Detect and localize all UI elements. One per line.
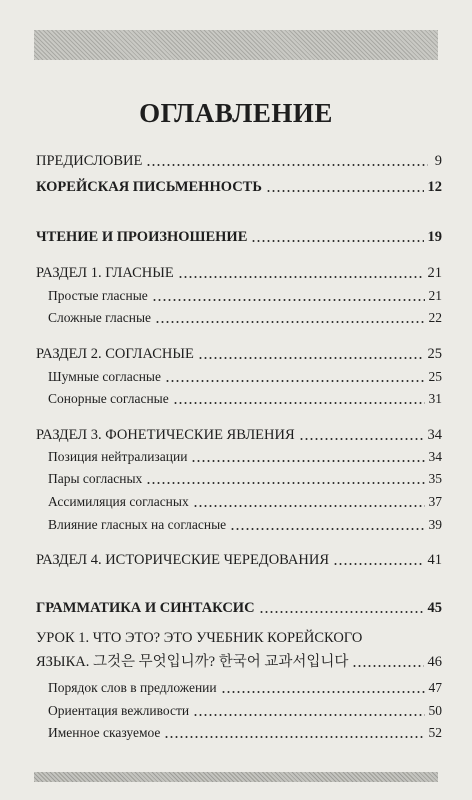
- toc-entry-title: Влияние гласных на согласные: [48, 517, 227, 532]
- toc-entry-page: 31: [428, 391, 442, 406]
- toc-entry-page: 39: [428, 517, 442, 532]
- dot-leader: [299, 438, 424, 440]
- toc-entry-title: КОРЕЙСКАЯ ПИСЬМЕННОСТЬ: [36, 179, 262, 195]
- dot-leader: [193, 714, 424, 716]
- toc-entry-section-2[interactable]: [36, 343, 442, 363]
- toc-entry-title: Сонорные согласные: [48, 391, 169, 406]
- toc-entry-title: РАЗДЕЛ 4. ИСТОРИЧЕСКИЕ ЧЕРЕДОВАНИЯ: [36, 552, 330, 568]
- toc-entry-title: Ассимиляция согласных: [48, 494, 189, 509]
- toc-entry-page: 21: [428, 288, 442, 303]
- toc-entry-noisy-consonants[interactable]: [48, 366, 442, 386]
- toc-entry-sonorant-consonants[interactable]: [48, 388, 442, 408]
- toc-entry-title: РАЗДЕЛ 1. ГЛАСНЫЕ: [36, 265, 174, 281]
- toc-entry-title: ГРАММАТИКА И СИНТАКСИС: [36, 600, 255, 616]
- dot-leader: [259, 611, 424, 613]
- toc-entry-consonant-pairs[interactable]: [48, 468, 442, 488]
- dot-leader: [164, 736, 424, 738]
- toc-entry-title: Пары согласных: [48, 471, 143, 486]
- toc-entry-title: Простые гласные: [48, 288, 148, 303]
- toc-entry-section-1[interactable]: [36, 262, 442, 282]
- toc-entry-complex-vowels[interactable]: [48, 307, 442, 327]
- toc-entry-vowel-influence[interactable]: [48, 514, 442, 534]
- dot-leader: [152, 299, 425, 301]
- toc-entry-grammar-syntax[interactable]: [36, 597, 442, 617]
- toc-entry-reading-pronunciation[interactable]: [36, 226, 442, 246]
- dot-leader: [173, 402, 425, 404]
- toc-entry-page: 25: [427, 346, 442, 362]
- toc-entry-title: Порядок слов в предложении: [48, 680, 217, 695]
- dot-leader: [146, 482, 424, 484]
- toc-entry-page: 12: [427, 179, 442, 195]
- toc-entry-politeness-orientation[interactable]: [48, 700, 442, 720]
- toc-entry-page: 37: [428, 494, 442, 509]
- toc-entry-title: ЧТЕНИЕ И ПРОИЗНОШЕНИЕ: [36, 229, 248, 245]
- toc-entry-title: РАЗДЕЛ 2. СОГЛАСНЫЕ: [36, 346, 194, 362]
- toc-entry-section-3[interactable]: [36, 424, 442, 444]
- dot-leader: [155, 321, 424, 323]
- dot-leader: [251, 240, 423, 242]
- dot-leader: [198, 357, 424, 359]
- toc-entry-page: 50: [428, 703, 442, 718]
- toc-entry-page: 9: [434, 153, 442, 169]
- toc-entry-page: 21: [427, 265, 442, 281]
- toc-entry-title: ЯЗЫКА. 그것은 무엇입니까? 한국어 교과서입니다: [36, 654, 349, 670]
- toc-entry-title: ПРЕДИСЛОВИЕ: [36, 153, 143, 169]
- toc-entry-title: Ориентация вежливости: [48, 703, 190, 718]
- toc-entry-title: Позиция нейтрализации: [48, 449, 188, 464]
- toc-entry-page: 45: [427, 600, 442, 616]
- toc-entry-simple-vowels[interactable]: [48, 285, 442, 305]
- dot-leader: [230, 528, 424, 530]
- dot-leader: [352, 665, 423, 667]
- page-title: ОГЛАВЛЕНИЕ: [139, 98, 333, 128]
- dot-leader: [165, 380, 425, 382]
- toc-entry-page: 46: [427, 654, 442, 670]
- dot-leader: [191, 460, 424, 462]
- toc-entry-title: Сложные гласные: [48, 310, 152, 325]
- top-decorative-band: [34, 30, 438, 60]
- toc-entry-page: 34: [428, 449, 442, 464]
- toc-entry-consonant-assimilation[interactable]: [48, 491, 442, 511]
- toc-entry-page: 19: [427, 229, 442, 245]
- toc-entry-page: 47: [428, 680, 442, 695]
- dot-leader: [266, 190, 424, 192]
- toc-entry-lesson-1-line-2[interactable]: [36, 651, 442, 671]
- toc-entry-page: 22: [428, 310, 442, 325]
- toc-entry-lesson-1-line-1[interactable]: УРОК 1. ЧТО ЭТО? ЭТО УЧЕБНИК КОРЕЙСКОГО: [36, 630, 363, 646]
- toc-entry-word-order[interactable]: [48, 677, 442, 697]
- toc-entry-page: 41: [427, 552, 442, 568]
- dot-leader: [146, 164, 428, 166]
- toc-entry-korean-writing[interactable]: [36, 176, 442, 196]
- dot-leader: [333, 563, 423, 565]
- toc-entry-page: 25: [428, 369, 442, 384]
- toc-entry-page: 35: [428, 471, 442, 486]
- toc-entry-page: 52: [428, 725, 442, 740]
- dot-leader: [193, 505, 425, 507]
- toc-entry-section-4[interactable]: [36, 549, 442, 569]
- toc-entry-title: РАЗДЕЛ 3. ФОНЕТИЧЕСКИЕ ЯВЛЕНИЯ: [36, 427, 295, 443]
- toc-entry-preface[interactable]: [36, 150, 442, 170]
- toc-entry-neutralization-position[interactable]: [48, 446, 442, 466]
- dot-leader: [178, 276, 424, 278]
- toc-entry-title: Шумные согласные: [48, 369, 161, 384]
- bottom-decorative-band: [34, 772, 438, 782]
- toc-entry-page: 34: [427, 427, 442, 443]
- dot-leader: [221, 691, 425, 693]
- toc-entry-title: Именное сказуемое: [48, 725, 161, 740]
- toc-entry-nominal-predicate[interactable]: [48, 722, 442, 742]
